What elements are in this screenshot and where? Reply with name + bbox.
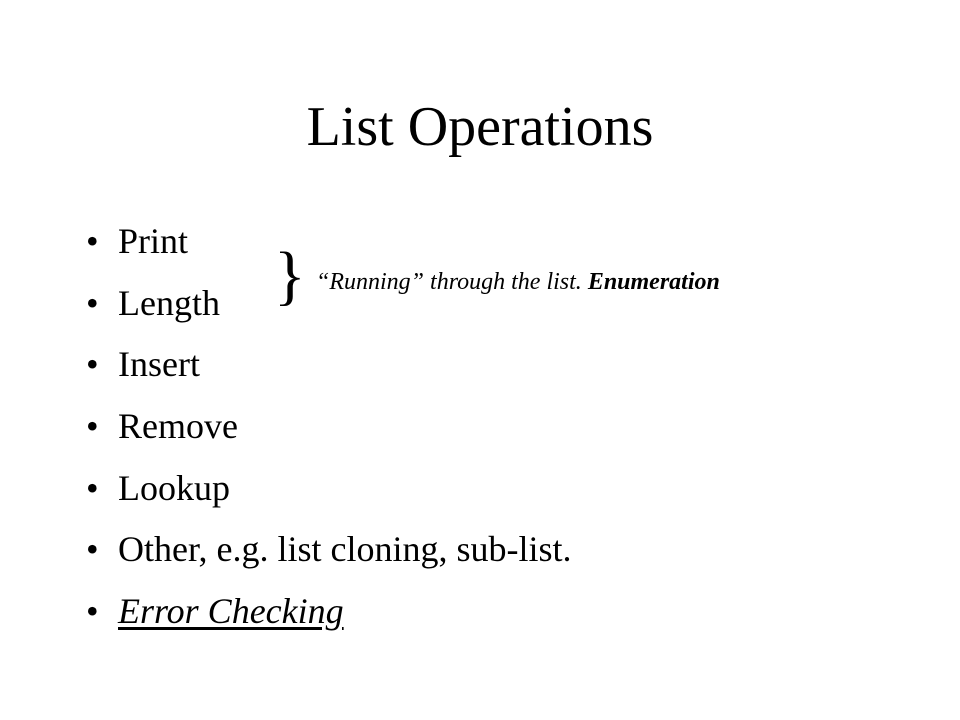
bullet-text-error-checking: Error Checking	[118, 591, 344, 632]
bullet-text: Insert	[118, 344, 200, 385]
bullet-item-remove	[86, 399, 572, 461]
annotation-text: “Running” through the list.	[316, 269, 582, 295]
bullet-icon: •	[86, 406, 99, 447]
bullet-icon: •	[86, 529, 99, 570]
enumeration-annotation	[316, 266, 720, 298]
bullet-text: Remove	[118, 406, 238, 447]
bullet-icon: •	[86, 591, 99, 632]
bullet-text: Lookup	[118, 467, 230, 508]
bullet-item-other	[86, 522, 572, 584]
annotation-bold-text: Enumeration	[587, 269, 720, 295]
bullet-item-error-checking	[86, 584, 572, 646]
bullet-item-lookup	[86, 461, 572, 523]
bullet-text: Length	[118, 282, 220, 323]
bullet-text: Other, e.g. list cloning, sub-list.	[118, 529, 572, 570]
bullet-icon: •	[86, 344, 99, 385]
bullet-icon: •	[86, 282, 99, 323]
slide-title: List Operations	[306, 96, 654, 158]
bullet-icon: •	[86, 221, 99, 261]
bullet-item-insert	[86, 337, 572, 399]
bullet-icon: •	[86, 467, 99, 508]
grouping-brace-icon: }	[274, 239, 306, 312]
bullet-text: Print	[118, 221, 189, 261]
